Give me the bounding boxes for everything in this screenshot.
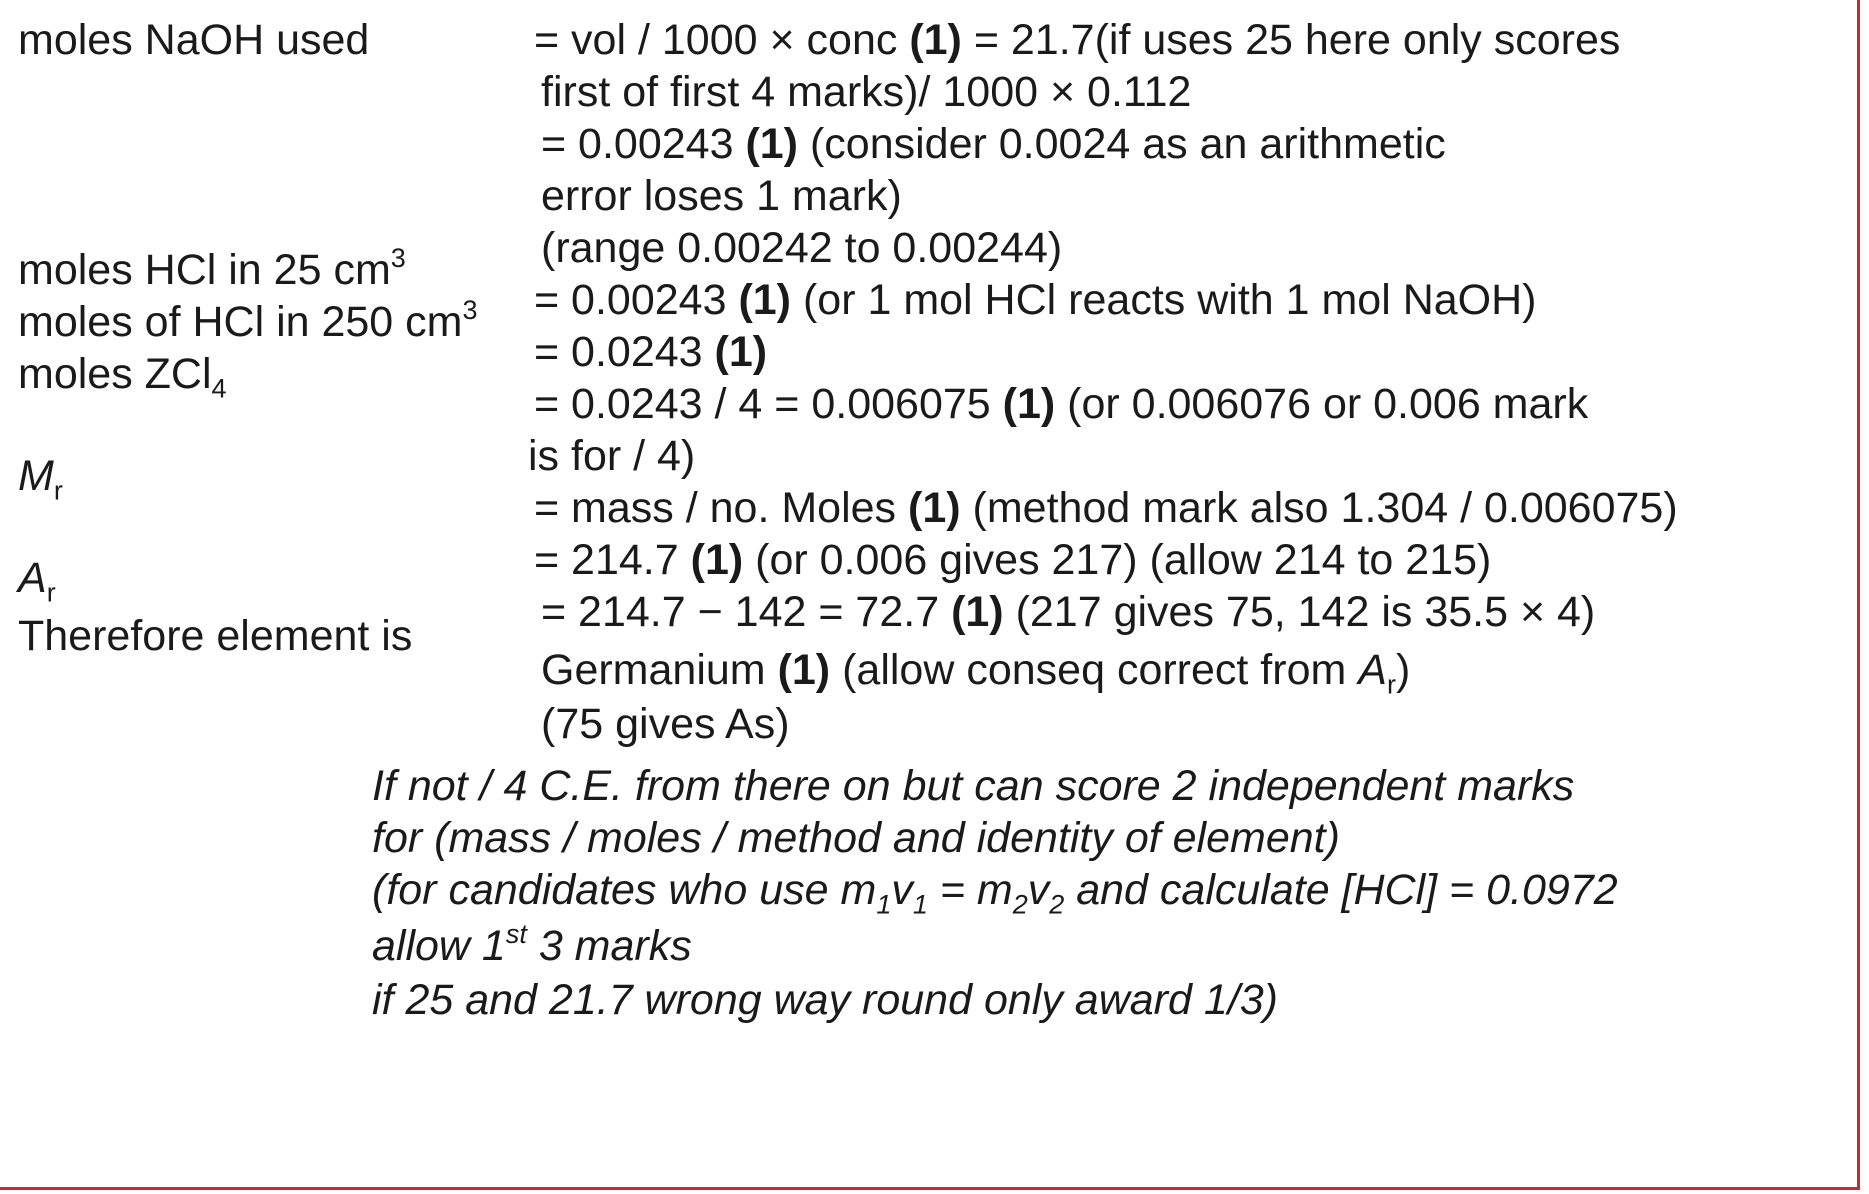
working-element-line-1: Germanium (1) (allow conseq correct from $A_r$) bbox=[541, 646, 1411, 700]
working-hcl-25: = 0.00243 (1) (or 1 mol HCl reacts with 1 mol NaOH) bbox=[534, 276, 1537, 324]
note-line-3: (for candidates who use $m_1v_1 = m_2v_2$ and calculate [HCl] = 0.0972 bbox=[372, 866, 1618, 920]
label-moles-zcl4: moles ZCl$_4$ bbox=[18, 350, 227, 404]
label-moles-hcl-250: moles of HCl in 250 $cm^3$ bbox=[18, 294, 478, 346]
working-ar: = 214.7 − 142 = 72.7 (1) (217 gives 75, 142 is 35.5 × 4) bbox=[541, 588, 1596, 636]
label-moles-hcl-25: moles HCl in 25 $cm^3$ bbox=[18, 242, 406, 294]
working-naoh-line-1: = vol / 1000 × conc (1) = 21.7(if uses 25 here only scores bbox=[534, 16, 1621, 64]
note-line-4: allow 1st 3 marks bbox=[372, 918, 692, 970]
working-naoh-line-4: error loses 1 mark) bbox=[541, 172, 902, 220]
working-naoh-line-5: (range 0.00242 to 0.00244) bbox=[541, 224, 1063, 272]
working-naoh-line-3: = 0.00243 (1) (consider 0.0024 as an arithmetic bbox=[541, 120, 1446, 168]
working-zcl4-line-2: is for / 4) bbox=[528, 432, 696, 480]
working-mr-line-2: = 214.7 (1) (or 0.006 gives 217) (allow 214 to 215) bbox=[534, 536, 1492, 584]
working-hcl-250: = 0.0243 (1) bbox=[534, 328, 768, 376]
note-line-5: if 25 and 21.7 wrong way round only award 1/3) bbox=[372, 976, 1278, 1024]
label-moles-naoh: moles NaOH used bbox=[18, 16, 370, 64]
note-line-1: If not / 4 C.E. from there on but can score 2 independent marks bbox=[372, 762, 1575, 810]
label-relative-atomic-mass: $A_r$ bbox=[18, 554, 56, 608]
label-element: Therefore element is bbox=[18, 612, 413, 660]
working-naoh-line-2: first of first 4 marks)/ 1000 × 0.112 bbox=[541, 68, 1192, 116]
working-zcl4-line-1: = 0.0243 / 4 = 0.006075 (1) (or 0.006076 or 0.006 mark bbox=[534, 380, 1589, 428]
label-relative-molecular-mass: $M_r$ bbox=[18, 452, 63, 506]
note-line-2: for (mass / moles / method and identity of element) bbox=[372, 814, 1340, 862]
working-mr-line-1: = mass / no. Moles (1) (method mark also 1.304 / 0.006075) bbox=[534, 484, 1678, 532]
working-element-line-2: (75 gives As) bbox=[541, 700, 790, 748]
